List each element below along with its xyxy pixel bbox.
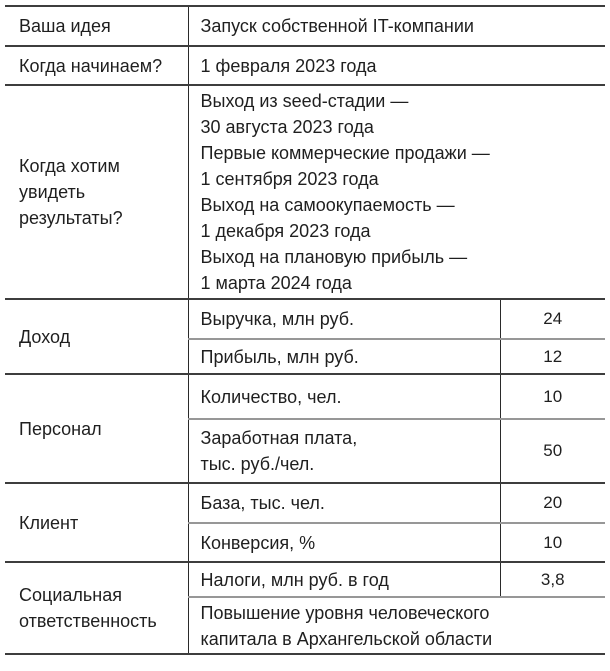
row-label-idea: Ваша идея [5, 6, 188, 46]
row-content-results [188, 85, 605, 299]
text-line: ответственность [19, 611, 157, 631]
table-row-income [5, 299, 605, 339]
metric-value-salary: 50 [500, 419, 605, 483]
text-line: 1 декабря 2023 года [200, 221, 371, 241]
metric-name-conversion: Конверсия, % [200, 532, 316, 553]
row-label-results [5, 85, 188, 299]
table-row-client [5, 483, 605, 523]
metric-name-salary [188, 419, 500, 483]
table-row-results [5, 85, 605, 299]
table-row-social [5, 562, 605, 597]
metric-value-base: 20 [500, 483, 605, 523]
row-label-start: Когда начинаем? [5, 46, 188, 85]
metric-value-headcount: 10 [500, 374, 605, 419]
metric-value-revenue: 24 [500, 299, 605, 339]
social-note-cell [188, 597, 605, 654]
metric-name-base: База, тыс. чел. [188, 483, 500, 523]
row-content-start: 1 февраля 2023 года [188, 46, 605, 85]
text-line: Когда хотим [19, 156, 120, 176]
metric-value-conversion: 10 [500, 523, 605, 562]
metric-name-profit: Прибыль, млн руб. [200, 346, 359, 367]
text-line: Выход на самоокупаемость — [200, 195, 455, 215]
text-line: тыс. руб./чел. [200, 454, 315, 474]
metric-value-profit: 12 [500, 339, 605, 374]
business-plan-table [5, 5, 605, 655]
table-row-personnel [5, 374, 605, 419]
document-page [0, 5, 610, 671]
row-label-income: Доход [5, 299, 188, 374]
table-row-start [5, 46, 605, 85]
row-content-idea: Запуск собственной IT-компании [200, 16, 474, 36]
metric-name-taxes: Налоги, млн руб. в год [188, 562, 500, 597]
text-line: Повышение уровня человеческого [200, 602, 490, 623]
text-line: Выход на плановую прибыль — [200, 247, 468, 267]
row-label-client: Клиент [5, 483, 188, 562]
row-label-personnel: Персонал [5, 374, 188, 483]
text-line: капитала в Архангельской области [200, 628, 493, 649]
metric-value-taxes: 3,8 [500, 562, 605, 597]
table-row-idea [5, 6, 605, 46]
text-line: Заработная плата, [200, 428, 358, 448]
text-line: Социальная [19, 585, 122, 605]
text-line: результаты? [19, 208, 123, 228]
text-line: 1 марта 2024 года [200, 273, 352, 293]
metric-name-revenue: Выручка, млн руб. [188, 299, 500, 339]
text-line: 30 августа 2023 года [200, 117, 374, 137]
metric-name-headcount: Количество, чел. [188, 374, 500, 419]
text-line: Первые коммерческие продажи — [200, 143, 490, 163]
text-line: 1 сентября 2023 года [200, 169, 379, 189]
row-label-social [5, 562, 188, 654]
text-line: увидеть [19, 182, 86, 202]
text-line: Выход из seed-стадии — [200, 91, 409, 111]
